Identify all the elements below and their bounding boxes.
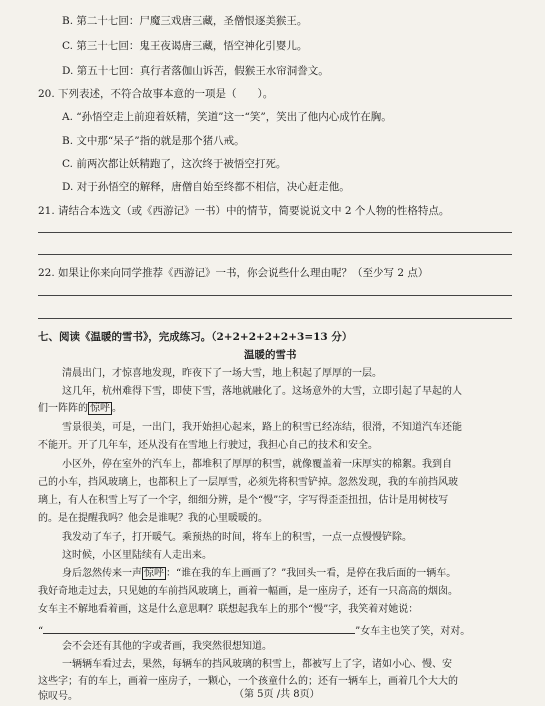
passage-para-4-line-1: 小区外，停在室外的汽车上，都堆积了厚厚的积雪，就像覆盖着一床厚实的棉絮。我到自 — [62, 459, 452, 470]
passage-para-7-line-1 — [62, 569, 456, 579]
passage-para-4-line-2: 己的小车，挡风玻璃上，也都积上了一层厚雪，必须先将积雪铲掉。忽然发现，我的车前挡风玻 — [38, 477, 458, 488]
q20-option-c: C. 前两次都让妖精跑了，这次终于被悟空打死。 — [62, 158, 287, 170]
option-b-top: B. 第二十七回：尸魔三戏唐三藏，圣僧恨逐美猴王。 — [62, 15, 308, 27]
passage-para-3-line-2: 不能开。开了几年车，还从没有在雪地上行驶过，我担心自己的技术和安全。 — [38, 440, 378, 451]
passage-para-4-line-4: 的。是在提醒我吗？他会是谁呢？我的心里暖暖的。 — [38, 513, 268, 524]
passage-title: 温暖的雪书 — [244, 349, 297, 361]
passage-para-1: 清晨出门，才惊喜地发现，昨夜下了一场大雪，地上积起了厚厚的一层。 — [62, 368, 382, 379]
passage-text: “ — [38, 626, 44, 637]
q22-answer-line-1[interactable] — [38, 295, 512, 296]
passage-text: ：“谁在我的车上画画了？”我回头一看，是停在我后面的一辆车。 — [166, 568, 457, 579]
fill-in-blank[interactable] — [43, 623, 355, 634]
q21-answer-line-2[interactable] — [38, 254, 512, 255]
passage-para-7-line-2: 我好奇地走过去，只见她的车前挡风玻璃上，画着一幅画，是一座房子，还有一只高高的烟囱。 — [38, 586, 458, 597]
q21-stem: 21. 请结合本选文（或《西游记》一书）中的情节，简要说说文中 2 个人物的性格特点。 — [38, 205, 450, 217]
passage-para-7-line-4 — [38, 623, 470, 637]
q20-stem: 20. 下列表述，不符合故事本意的一项是（ ）。 — [38, 88, 274, 100]
q22-stem: 22. 如果让你来向同学推荐《西游记》一书，你会说些什么理由呢？（至少写 2 点） — [38, 267, 429, 279]
section7-heading: 七、阅读《温暖的雪书》，完成练习。（2+2+2+2+2+3=13 分） — [38, 331, 353, 343]
passage-para-9-line-1: 一辆辆车看过去，果然，每辆车的挡风玻璃的积雪上，都被写上了字，诸如小心、慢、安 — [62, 659, 452, 670]
q20-option-d: D. 对于孙悟空的解释，唐僧自始至终都不相信，决心赶走他。 — [62, 181, 350, 193]
boxed-word-1: 惊呼 — [90, 403, 110, 414]
passage-para-9-line-3: 惊叹号。 — [38, 691, 78, 702]
q21-answer-line-1[interactable] — [38, 232, 512, 233]
passage-text: 。 — [112, 403, 122, 414]
passage-para-9-line-2: 这些字；有的车上，画着一座房子，一颗心，一个孩童什么的；还有一辆车上，画着几个大大的 — [38, 676, 458, 687]
passage-para-5: 我发动了车子，打开暖气。乘预热的时间，将车上的积雪，一点一点慢慢铲除。 — [62, 532, 412, 543]
passage-para-4-line-3: 璃上，有人在积雪上写了一个字，细细分辨，是个“慢”字，字写得歪歪扭扭，估计是用树枝写 — [38, 495, 449, 506]
passage-text: ”女车主也笑了笑，对对。 — [355, 626, 471, 637]
passage-text: 们一阵阵的 — [38, 403, 88, 414]
passage-text: 身后忽然传来一声 — [62, 568, 142, 579]
q20-option-a: A. “孙悟空走上前迎着妖精，笑道”这一“笑”，笑出了他内心成竹在胸。 — [62, 111, 392, 123]
q22-answer-line-2[interactable] — [38, 318, 512, 319]
passage-para-2-line-1: 这几年，杭州难得下雪，即使下雪，落地就融化了。这场意外的大雪，立即引起了早起的人 — [62, 386, 462, 397]
passage-para-6: 这时候，小区里陆续有人走出来。 — [62, 550, 212, 561]
option-c-top: C. 第三十七回：鬼王夜谒唐三藏，悟空神化引婴儿。 — [62, 40, 308, 52]
passage-para-7-line-3: 女车主不解地看着画，这是什么意思啊？联想起我车上的那个“慢”字，我笑着对她说： — [38, 604, 419, 615]
boxed-word-2: 惊呼 — [144, 568, 164, 579]
passage-para-2-line-2 — [38, 404, 122, 414]
q20-option-b: B. 文中那“呆子”指的就是那个猪八戒。 — [62, 135, 245, 147]
option-d-top: D. 第五十七回：真行者落伽山诉苦，假猴王水帘洞誊文。 — [62, 65, 329, 77]
page-footer: （第 5页 /共 8页） — [234, 689, 320, 700]
passage-para-8: 会不会还有其他的字或者画，我突然很想知道。 — [62, 641, 272, 652]
passage-para-3-line-1: 雪景很美，可是，一出门，我开始担心起来，路上的积雪已经冻结，很滑，不知道汽车还能 — [62, 422, 462, 433]
